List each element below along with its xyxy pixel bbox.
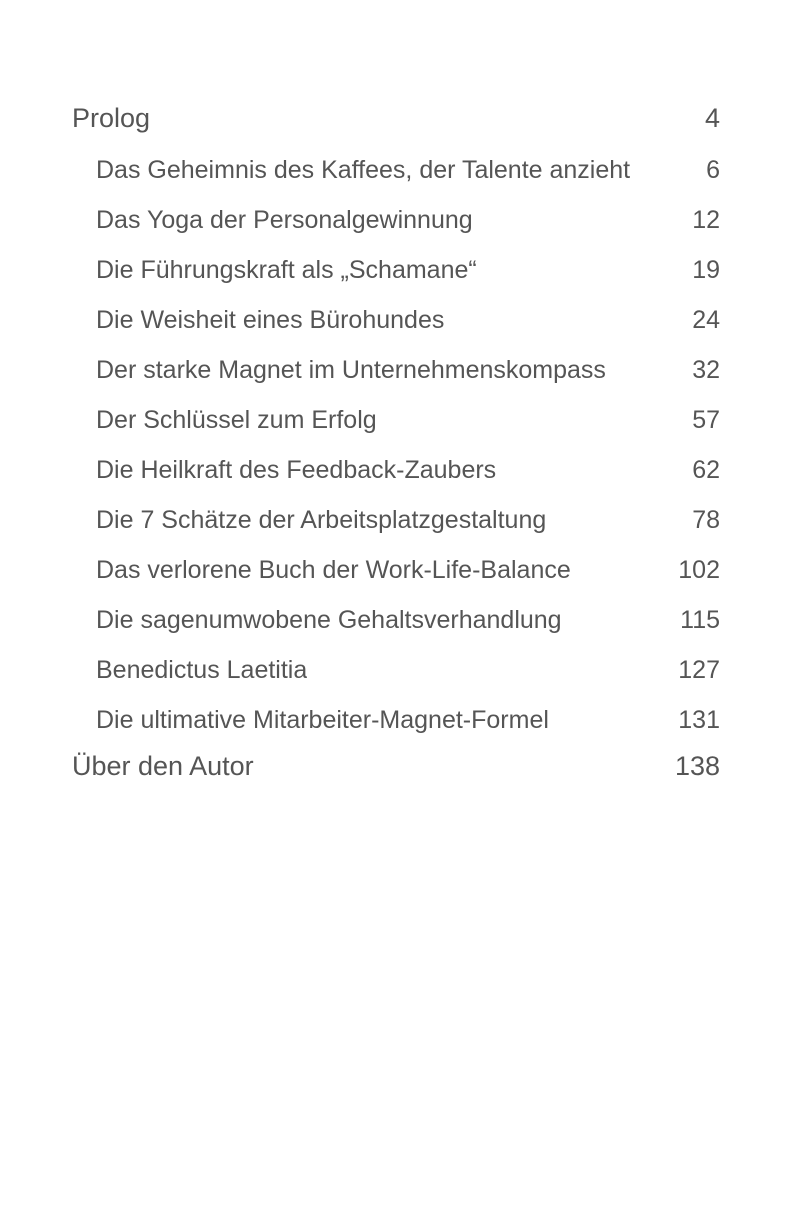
toc-entry-chapter[interactable] xyxy=(72,503,720,537)
toc-entry-page: 19 xyxy=(692,256,720,284)
toc-entry-chapter[interactable] xyxy=(72,453,720,487)
toc-entry-prolog[interactable] xyxy=(72,100,720,136)
toc-entry-chapter[interactable] xyxy=(72,353,720,387)
toc-entry-chapter[interactable] xyxy=(72,603,720,637)
toc-entry-page: 6 xyxy=(706,156,720,184)
toc-entry-chapter[interactable] xyxy=(72,153,720,187)
toc-entry-page: 138 xyxy=(674,751,720,781)
toc-entry-page: 115 xyxy=(680,606,720,634)
toc-entry-page: 131 xyxy=(678,706,720,734)
toc-entry-title: Die 7 Schätze der Arbeitsplatzgestaltung xyxy=(96,506,547,534)
toc-entry-chapter[interactable] xyxy=(72,553,720,587)
toc-entry-page: 24 xyxy=(692,306,720,334)
toc-entry-page: 4 xyxy=(704,103,720,133)
toc-entry-chapter[interactable] xyxy=(72,703,720,737)
toc-entry-page: 62 xyxy=(692,456,720,484)
toc-entry-title: Das verlorene Buch der Work-Life-Balance xyxy=(96,556,571,584)
toc-entry-page: 78 xyxy=(692,506,720,534)
toc-entry-title: Der starke Magnet im Unternehmenskompass xyxy=(96,356,606,384)
toc-entry-page: 12 xyxy=(692,206,720,234)
toc-entry-title: Über den Autor xyxy=(72,751,254,781)
toc-entry-chapter[interactable] xyxy=(72,253,720,287)
toc-entry-title: Die sagenumwobene Gehaltsverhandlung xyxy=(96,606,562,634)
toc-entry-chapter[interactable] xyxy=(72,203,720,237)
toc-entry-title: Die Heilkraft des Feedback-Zaubers xyxy=(96,456,497,484)
toc-entry-title: Das Geheimnis des Kaffees, der Talente anzieht xyxy=(96,156,631,184)
toc-entry-page: 57 xyxy=(692,406,720,434)
toc-entry-chapter[interactable] xyxy=(72,403,720,437)
toc-entry-page: 127 xyxy=(678,656,720,684)
toc-entry-title: Die Führungskraft als „Schamane“ xyxy=(96,256,477,284)
toc-entry-chapter[interactable] xyxy=(72,303,720,337)
toc-entry-title: Der Schlüssel zum Erfolg xyxy=(96,406,377,434)
toc-entry-title: Die ultimative Mitarbeiter-Magnet-Formel xyxy=(96,706,549,734)
toc-entry-title: Die Weisheit eines Bürohundes xyxy=(96,306,445,334)
toc-entry-page: 102 xyxy=(678,556,720,584)
toc-entry-title: Das Yoga der Personalgewinnung xyxy=(96,206,473,234)
toc-entry-chapter[interactable] xyxy=(72,653,720,687)
toc-entry-author[interactable] xyxy=(72,748,720,784)
toc-entry-page: 32 xyxy=(692,356,720,384)
toc-entry-title: Prolog xyxy=(72,103,151,133)
toc-entry-title: Benedictus Laetitia xyxy=(96,656,308,684)
